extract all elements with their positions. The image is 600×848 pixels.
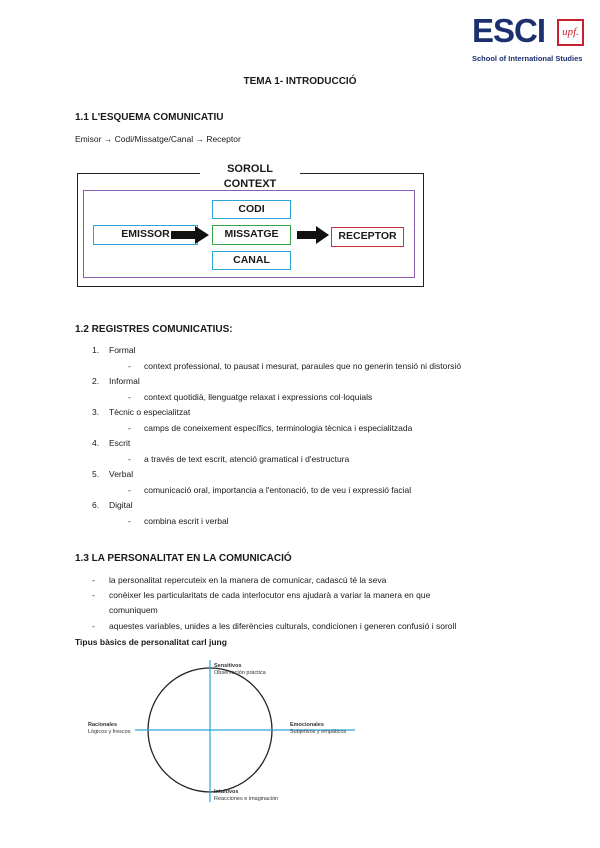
arrow-right-icon — [297, 226, 329, 244]
jung-top-label: Sensitivos Observación práctica — [214, 663, 266, 676]
list-dash: - — [128, 392, 131, 402]
emissor-box: EMISSOR — [93, 225, 198, 245]
list-item-number: 5. — [92, 469, 100, 479]
bullet-dash: - — [92, 575, 95, 585]
register-detail: comunicació oral, importancia a l'entonació, to de veu i expressió facial — [144, 485, 412, 495]
receptor-box: RECEPTOR — [331, 227, 404, 247]
logo-wordmark: ESCI — [472, 12, 546, 49]
jung-bottom-label: Intuitivos Reacciones e imaginación — [214, 789, 279, 802]
section-heading-1-2: 1.2 REGISTRES COMUNICATIUS: — [75, 324, 233, 335]
register-label: Verbal — [109, 469, 134, 479]
context-label: CONTEXT — [200, 178, 300, 190]
bullet-text: la personalitat repercuteix en la manera de comunicar, cadascú té la seva — [109, 575, 387, 585]
missatge-box: MISSATGE — [212, 225, 291, 245]
list-item-number: 1. — [92, 345, 100, 355]
register-detail: context quotidià, llenguatge relaxat i expressions col·loquials — [144, 392, 373, 402]
list-dash: - — [128, 485, 131, 495]
list-item-number: 2. — [92, 376, 100, 386]
jung-subheading: Tipus bàsics de personalitat carl jung — [75, 637, 227, 647]
register-label: Formal — [109, 345, 136, 355]
logo-tagline: School of International Studies — [472, 54, 583, 63]
bullet-text: conèixer les particularitats de cada interlocutor ens ajudarà a variar la manera en que — [109, 590, 431, 600]
register-detail: combina escrit i verbal — [144, 516, 229, 526]
bullet-text: aquestes variables, unides a les diferències culturals, condicionen i generen confusió i soroll — [109, 621, 457, 631]
section-heading-1-1: 1.1 L'ESQUEMA COMUNICATIU — [75, 112, 224, 123]
list-dash: - — [128, 361, 131, 371]
upf-logo-badge: upf. — [557, 19, 584, 46]
register-label: Informal — [109, 376, 140, 386]
bullet-dash: - — [92, 621, 95, 631]
list-dash: - — [128, 516, 131, 526]
soroll-label: SOROLL — [200, 163, 300, 175]
register-label: Tècnic o especialitzat — [109, 407, 191, 417]
register-label: Digital — [109, 500, 133, 510]
register-label: Escrit — [109, 438, 131, 448]
jung-left-label: Racionales Lógicos y frescos — [88, 722, 131, 735]
communication-chain-text: Emisor → Codi/Missatge/Canal → Receptor — [75, 134, 241, 144]
register-detail: a través de text escrit, atenció gramatical i d'estructura — [144, 454, 350, 464]
list-item-number: 6. — [92, 500, 100, 510]
register-detail: context professional, to pausat i mesurat, paraules que no generin tensió ni distorsió — [144, 361, 462, 371]
register-detail: camps de coneixement específics, terminologia tècnica i especialitzada — [144, 423, 413, 433]
page-title: TEMA 1- INTRODUCCIÓ — [243, 76, 357, 87]
section-heading-1-3: 1.3 LA PERSONALITAT EN LA COMUNICACIÓ — [75, 553, 292, 564]
list-dash: - — [128, 454, 131, 464]
bullet-text-continued: comuniquem — [109, 605, 158, 615]
list-item-number: 4. — [92, 438, 100, 448]
canal-box: CANAL — [212, 251, 291, 270]
arrow-right-icon — [171, 226, 209, 244]
list-item-number: 3. — [92, 407, 100, 417]
list-dash: - — [128, 423, 131, 433]
codi-box: CODI — [212, 200, 291, 219]
bullet-dash: - — [92, 590, 95, 600]
jung-right-label: Emocionales Subjetivos y empáticos — [290, 722, 347, 735]
